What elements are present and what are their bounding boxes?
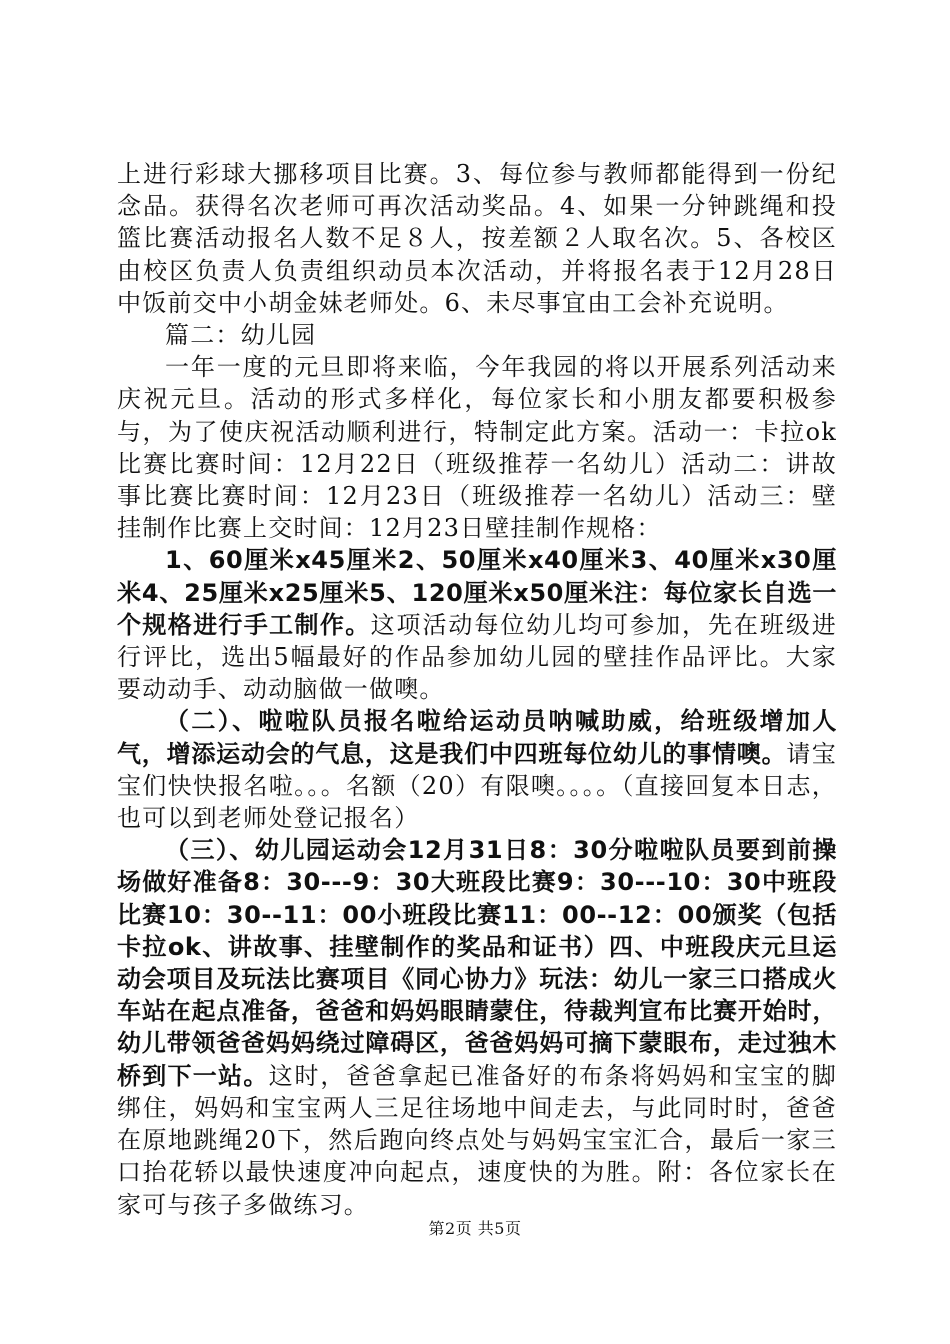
paragraph-event-rules: 上进行彩球大挪移项目比赛。3、每位参与教师都能得到一份纪念品。获得名次老师可再次活动奖品。4、如果一分钟跳绳和投篮比赛活动报名人数不足８人，按差额２人取名次。5、各校区由校区负责人负责组织动员本次活动，并将报名表于12月28日中饭前交中小胡金妹老师处。6、未尽事宜由工会补充说明。 — [117, 160, 837, 317]
cheerleader-signup-note: 请宝宝们快快报名啦。。。名额（20）有限噢。。。。（直接回复本日志，也可以到老师处登记报名） — [117, 739, 837, 833]
paragraph-new-year-plan: 一年一度的元旦即将来临，今年我园的将以开展系列活动来庆祝元旦。活动的形式多样化，每位家长和小朋友都要积极参与，为了使庆祝活动顺利进行，特制定此方案。活动一：卡拉ok比赛比赛时间：12月22日（班级推荐一名幼儿）活动二：讲故事比赛比赛时间：12月23日（班级推荐一名幼儿）活动三：壁挂制作比赛上交时间：12月23日壁挂制作规格： — [117, 353, 837, 543]
section-heading-kindergarten: 篇二：幼儿园 — [165, 321, 317, 350]
wall-hanging-specs-note: 这项活动每位幼儿均可参加，先在班级进行评比，选出5幅最好的作品参加幼儿园的壁挂作品评比。大家要动动手、动动脑做一做噢。 — [117, 610, 837, 704]
sports-meet-schedule-bold: （三）、幼儿园运动会12月31日8：30分啦啦队员要到前操场做好准备8：30---9：30大班段比赛9：30---10：30中班段比赛10：30--11：00小班段比赛11：00--12：00颁奖（包括卡拉ok、讲故事、挂壁制作的奖品和证书）四、中班段庆元旦运动会项目及玩法比赛项目《同心协力》玩法：幼儿一家三口搭成火车站在起点准备，爸爸和妈妈眼睛蒙住，待裁判宣布比赛开始时，幼儿带领爸爸妈妈绕过障碍区，爸爸妈妈可摘下蒙眼布，走过独木桥到下一站。 — [117, 836, 837, 1090]
cheerleader-signup-bold: （二）、啦啦队员报名啦给运动员呐喊助威，给班级增加人气，增添运动会的气息，这是我们中四班每位幼儿的事情噢。 — [117, 707, 837, 768]
sports-meet-schedule-note: 这时，爸爸拿起已准备好的布条将妈妈和宝宝的脚绑住，妈妈和宝宝两人三足往场地中间走去，与此同时时，爸爸在原地跳绳20下，然后跑向终点处与妈妈宝宝汇合，最后一家三口抬花轿以最快速度冲向起点，速度快的为胜。附：各位家长在家可与孩子多做练习。 — [117, 1061, 837, 1219]
document-body — [117, 158, 837, 1221]
wall-hanging-specs-bold: 1、60厘米x45厘米2、50厘米x40厘米3、40厘米x30厘米4、25厘米x25厘米5、120厘米x50厘米注：每位家长自选一个规格进行手工制作。 — [117, 546, 837, 639]
page-number-footer: 第2页 共5页 — [428, 1219, 522, 1238]
paragraph-wall-hanging-specs — [117, 544, 837, 705]
paragraph-cheerleader-signup — [117, 705, 837, 834]
paragraph-sports-meet-schedule — [117, 834, 837, 1220]
